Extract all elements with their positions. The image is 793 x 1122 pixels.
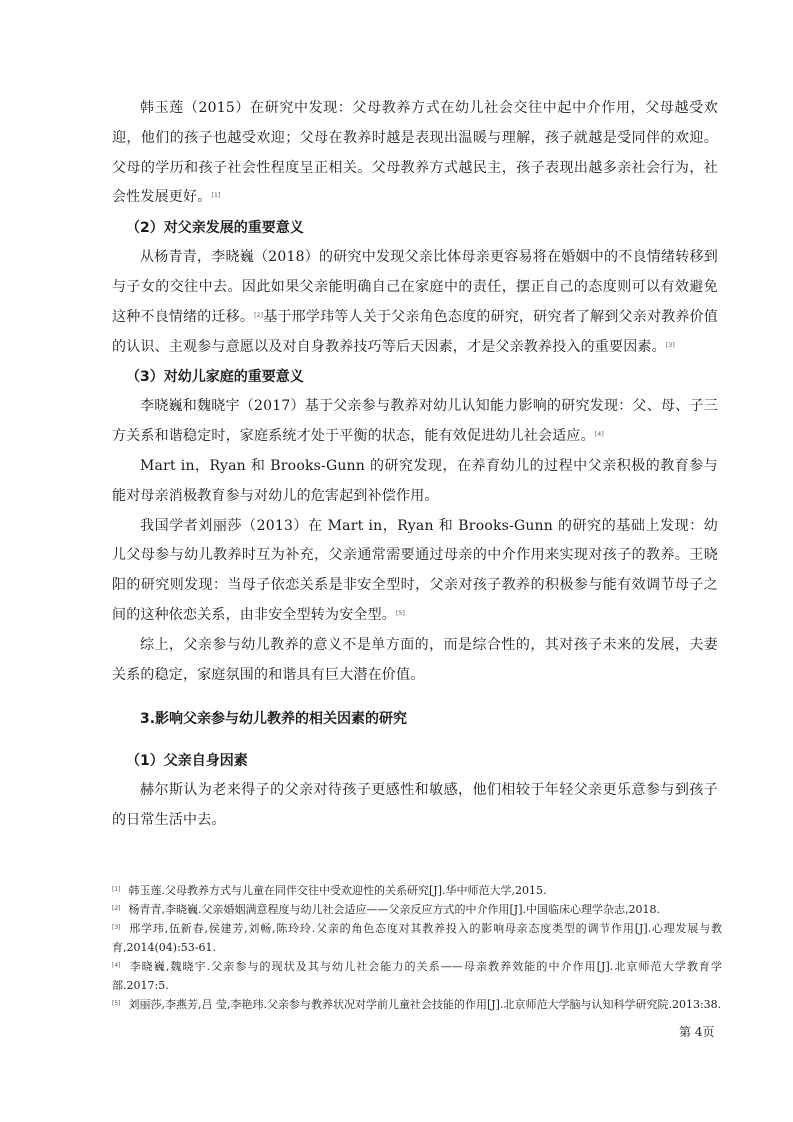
body-text [112,94,718,836]
footnote-1 [112,881,722,900]
paragraph-text: 我国学者刘丽莎（2013）在 Mart in，Ryan 和 Brooks-Gunn 的研究的基础上发现：幼儿父母参与幼儿教养时互为补充，父亲通常需要通过母亲的中介作用来实现对孩子的教养。王晓阳的研究则发现：当母子依恋关系是非安全型时，父亲对孩子教养的积极参与能有效调节母子之间的这种依恋关系，由非安全型转为安全型。 [112,517,718,623]
section-heading-father-development: （2）对父亲发展的重要意义 [126,220,304,237]
paragraph-text: 李晓巍和魏晓宇（2017）基于父亲参与教养对幼儿认知能力影响的研究发现：父、母、子三方关系和谐稳定时，家庭系统才处于平衡的状态，能有效促进幼儿社会适应。 [112,398,718,445]
page-number: 第 4页 [679,1025,715,1039]
footnote-4 [112,957,722,995]
footnote-text: 韩玉莲.父母教养方式与儿童在同伴交往中受欢迎性的关系研究[J].华中师范大学,2015. [128,884,547,897]
paragraph-family-system [112,392,718,452]
citation-marker[interactable]: [3] [665,341,675,349]
paragraph-text: 韩玉莲（2015）在研究中发现：父母教养方式在幼儿社会交往中起中介作用，父母越受欢迎，他们的孩子也越受欢迎；父母在教养时越是表现出温暖与理解，孩子就越是受同伴的欢迎。父母的学历和孩子社会性程度呈正相关。父母教养方式越民主，孩子表现出越多亲社会行为，社会性发展更好。 [112,100,718,206]
footnote-marker: [1] [112,886,121,893]
footnote-text: 邢学玮,伍新春,侯建芳,刘畅,陈玲玲.父亲的角色态度对其教养投入的影响母亲态度类型的调节作用[J].心理发展与教育,2014(04):53-61. [112,922,722,954]
chapter-heading-factors: 3.影响父亲参与幼儿教养的相关因素的研究 [140,711,408,728]
citation-marker[interactable]: [1] [211,192,221,200]
paragraph-summary: 综上，父亲参与幼儿教养的意义不是单方面的，而是综合性的，其对孩子未来的发展，夫妻关系的稳定，家庭氛围的和谐具有巨大潜在价值。 [112,636,718,683]
footnotes [112,881,722,1014]
citation-marker[interactable]: [5] [396,609,406,617]
paragraph-older-father: 赫尔斯认为老来得子的父亲对待孩子更感性和敏感，他们相较于年轻父亲更乐意参与到孩子的日常生活中去。 [112,782,718,829]
footnote-marker: [3] [112,924,121,931]
footnote-text: 李晓巍,魏晓宇.父亲参与的现状及其与幼儿社会能力的关系——母亲教养效能的中介作用[J].北京师范大学教育学部.2017:5. [112,960,722,992]
citation-marker[interactable]: [4] [594,431,604,439]
footnote-marker: [4] [112,962,121,969]
footnote-5 [112,995,722,1014]
paragraph-text: 基于邢学玮等人关于父亲角色态度的研究，研究者了解到父亲对教养价值的认识、主观参与意愿以及对自身教养技巧等后天因素，才是父亲教养投入的重要因素。 [112,308,719,355]
paragraph-father-development [112,243,718,362]
paragraph-hanyulian [112,94,718,213]
citation-marker[interactable]: [2] [254,311,264,319]
section-heading-family: （3）对幼儿家庭的重要意义 [126,369,304,386]
footnote-text: 杨青青,李晓巍.父亲婚姻满意程度与幼儿社会适应——父亲反应方式的中介作用[J].中国临床心理学杂志,2018. [128,903,660,916]
paragraph-liulisha-study [112,512,718,631]
paragraph-text: 从杨青青，李晓巍（2018）的研究中发现父亲比体母亲更容易将在婚姻中的不良情绪转移到与子女的交往中去。因此如果父亲能明确自己在家庭中的责任，摆正自己的态度则可以有效避免这种不良情绪的迁移。 [112,249,718,325]
paragraph-martin-study: Mart in，Ryan 和 Brooks-Gunn 的研究发现，在养育幼儿的过程中父亲积极的教育参与能对母亲消极教育参与对幼儿的危害起到补偿作用。 [112,457,718,504]
footnote-marker: [2] [112,905,121,912]
footnote-marker: [5] [112,1000,121,1007]
footnote-3 [112,919,722,957]
section-heading-father-self: （1）父亲自身因素 [126,753,248,770]
footnote-2 [112,900,722,919]
footnote-text: 刘丽莎,李燕芳,吕 莹,李艳玮.父亲参与教养状况对学前儿童社会技能的作用[J].北京师范大学脑与认知科学研究院.2013:38. [128,998,722,1011]
